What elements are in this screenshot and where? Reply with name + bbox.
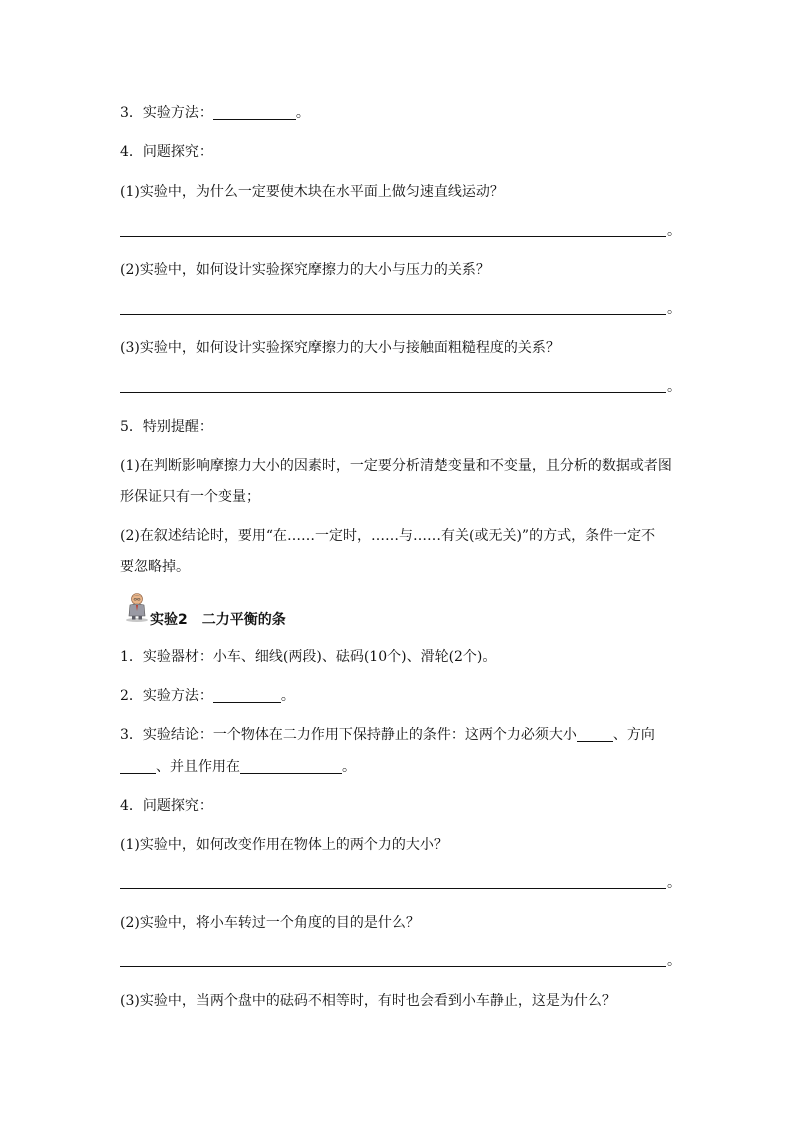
exp2-question-3: (3)实验中，当两个盘中的砝码不相等时，有时也会看到小车静止，这是为什么？ <box>120 993 616 1009</box>
period: 。 <box>342 759 356 775</box>
exp1-method-line <box>120 104 310 122</box>
exp2-method-label: 2．实验方法： <box>120 688 213 704</box>
exp2-conclusion-text: 3．实验结论：一个物体在二力作用下保持静止的条件：这两个力必须大小 <box>120 727 577 743</box>
teacher-icon <box>125 592 149 622</box>
exp2-line-blank[interactable] <box>240 759 342 774</box>
exp1-answer-3-line[interactable] <box>120 392 666 393</box>
exp2-conclusion-text: 、并且作用在 <box>156 759 240 775</box>
exp1-tip-1-line-1: (1)在判断影响摩擦力大小的因素时，一定要分析清楚变量和不变量，且分析的数据或者图 <box>120 458 672 474</box>
period: 。 <box>667 875 681 891</box>
period: 。 <box>667 953 681 969</box>
exp2-equipment: 1．实验器材：小车、细线(两段)、砝码(10个)、滑轮(2个)。 <box>120 649 497 665</box>
period: 。 <box>667 379 681 395</box>
exp1-question-1: (1)实验中，为什么一定要使木块在水平面上做匀速直线运动？ <box>120 184 504 200</box>
exp2-conclusion-line-2 <box>120 758 356 776</box>
exp1-tip-2-line-1: (2)在叙述结论时，要用“在……一定时，……与……有关(或无关)”的方式，条件一定不 <box>120 528 656 544</box>
exp1-answer-2-line[interactable] <box>120 314 666 315</box>
exp2-answer-1-line[interactable] <box>120 888 666 889</box>
exp2-conclusion-line-1 <box>120 726 655 744</box>
exp2-method-line <box>120 687 295 705</box>
exp1-question-3: (3)实验中，如何设计实验探究摩擦力的大小与接触面粗糙程度的关系？ <box>120 340 560 356</box>
exp1-answer-1-line[interactable] <box>120 236 666 237</box>
exp2-title: 实验2 二力平衡的条 <box>150 612 286 628</box>
exp2-inquiry-heading: 4．问题探究： <box>120 798 213 814</box>
exp1-method-label: 3．实验方法： <box>120 105 213 121</box>
exp2-method-blank[interactable] <box>213 688 281 703</box>
exp1-tip-1-line-2: 形保证只有一个变量； <box>120 489 260 505</box>
period: 。 <box>667 223 681 239</box>
exp2-question-2: (2)实验中，将小车转过一个角度的目的是什么？ <box>120 915 420 931</box>
exp2-answer-2-line[interactable] <box>120 966 666 967</box>
exp2-magnitude-blank[interactable] <box>577 727 613 742</box>
exp1-question-2: (2)实验中，如何设计实验探究摩擦力的大小与压力的关系？ <box>120 262 490 278</box>
period: 。 <box>667 301 681 317</box>
exp1-tip-2-line-2: 要忽略掉。 <box>120 559 190 575</box>
exp2-conclusion-text: 、方向 <box>612 727 655 743</box>
period: 。 <box>280 688 295 704</box>
exp1-inquiry-heading: 4．问题探究： <box>120 144 213 160</box>
exp1-method-blank[interactable] <box>213 105 296 120</box>
exp2-direction-blank[interactable] <box>120 759 156 774</box>
exp1-tips-heading: 5．特别提醒： <box>120 419 213 435</box>
exp2-question-1: (1)实验中，如何改变作用在物体上的两个力的大小？ <box>120 837 448 853</box>
period: 。 <box>295 105 310 121</box>
